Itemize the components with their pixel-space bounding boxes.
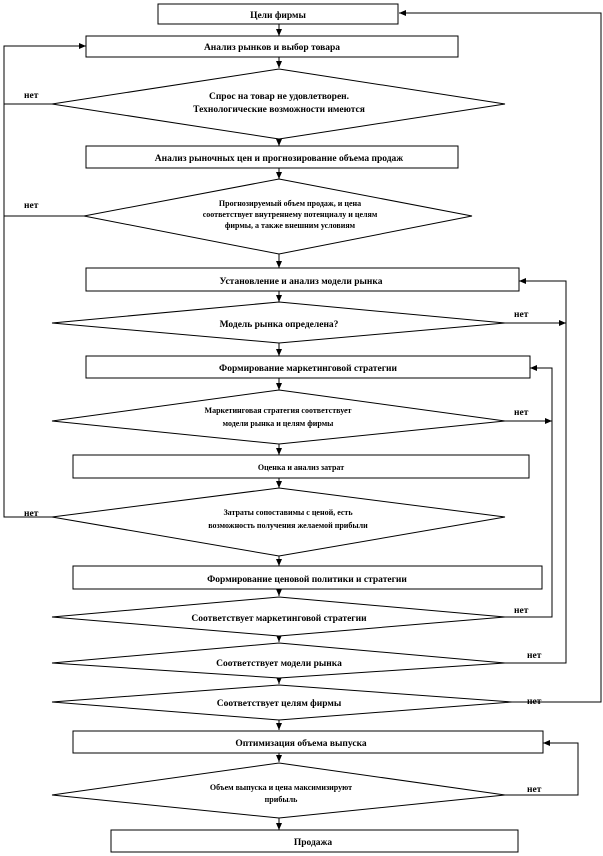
no-label-profit: нет [527, 785, 542, 795]
decision-model [52, 302, 505, 343]
no-label-fits-strategy: нет [514, 606, 529, 616]
loop-left-to-market-analysis [4, 46, 86, 517]
strategy-check-line-1: Маркетинговая стратегия соответствует [204, 406, 352, 415]
cost-analysis-label: Оценка и анализ затрат [257, 463, 345, 472]
no-label-forecast: нет [24, 201, 39, 211]
decision-demand [52, 69, 505, 139]
decision-fits-model [52, 643, 505, 678]
decision-fits-goals [52, 685, 512, 720]
market-model-label: Установление и анализ модели рынка [219, 277, 383, 287]
node-market-analysis [86, 36, 458, 57]
sale-label: Продажа [293, 838, 333, 848]
demand-check-line-2: Технологические возможности имеются [193, 105, 365, 115]
node-price-analysis [86, 146, 458, 168]
strategy-check-line-2: модели рынка и целям фирмы [222, 419, 334, 428]
output-optimization-label: Оптимизация объема выпуска [235, 739, 367, 749]
forecast-check-line-2: соответствует внутреннему потенциалу и целям [202, 210, 378, 219]
model-check-label: Модель рынка определена? [219, 320, 339, 330]
no-label-model: нет [514, 310, 529, 320]
decision-fits-strategy [52, 597, 505, 636]
cost-check-line-1: Затраты сопоставимы с ценой, есть [223, 508, 353, 517]
demand-check-line-1: Спрос на товар не удовлетворен. [208, 92, 350, 102]
node-sale [111, 830, 518, 852]
pricing-policy-label: Формирование ценовой политики и стратегии [207, 575, 407, 585]
node-strategy [86, 356, 530, 378]
goals-label: Цели фирмы [250, 11, 306, 21]
cost-check-line-2: возможность получения желаемой прибыли [208, 521, 368, 530]
fits-strategy-label: Соответствует маркетинговой стратегии [191, 614, 367, 624]
node-cost-analysis [73, 455, 529, 478]
decision-cost [52, 488, 505, 556]
node-pricing-policy [73, 566, 542, 589]
decision-strategy [52, 390, 505, 444]
price-analysis-label: Анализ рыночных цен и прогнозирование объема продаж [154, 154, 404, 164]
node-output-optimization [73, 731, 543, 753]
strategy-label: Формирование маркетинговой стратегии [219, 364, 397, 374]
decision-profit [52, 763, 505, 818]
profit-check-line-2: прибыль [264, 795, 298, 804]
node-goals [158, 4, 398, 24]
market-analysis-label: Анализ рынков и выбор товара [203, 43, 341, 53]
profit-check-line-1: Объем выпуска и цена максимизируют [209, 783, 353, 792]
no-label-cost: нет [24, 509, 39, 519]
forecast-check-line-3: фирмы, а также внешним условиям [224, 221, 356, 230]
no-label-fits-model: нет [527, 651, 542, 661]
forecast-check-line-1: Прогнозируемый объем продаж, и цена [218, 199, 362, 208]
no-label-fits-goals: нет [527, 697, 542, 707]
no-label-strategy: нет [514, 408, 529, 418]
no-label-demand: нет [24, 91, 39, 101]
fits-model-label: Соответствует модели рынка [216, 659, 342, 669]
node-market-model [86, 268, 519, 291]
fits-goals-label: Соответствует целям фирмы [216, 699, 342, 709]
decision-forecast [84, 179, 472, 254]
